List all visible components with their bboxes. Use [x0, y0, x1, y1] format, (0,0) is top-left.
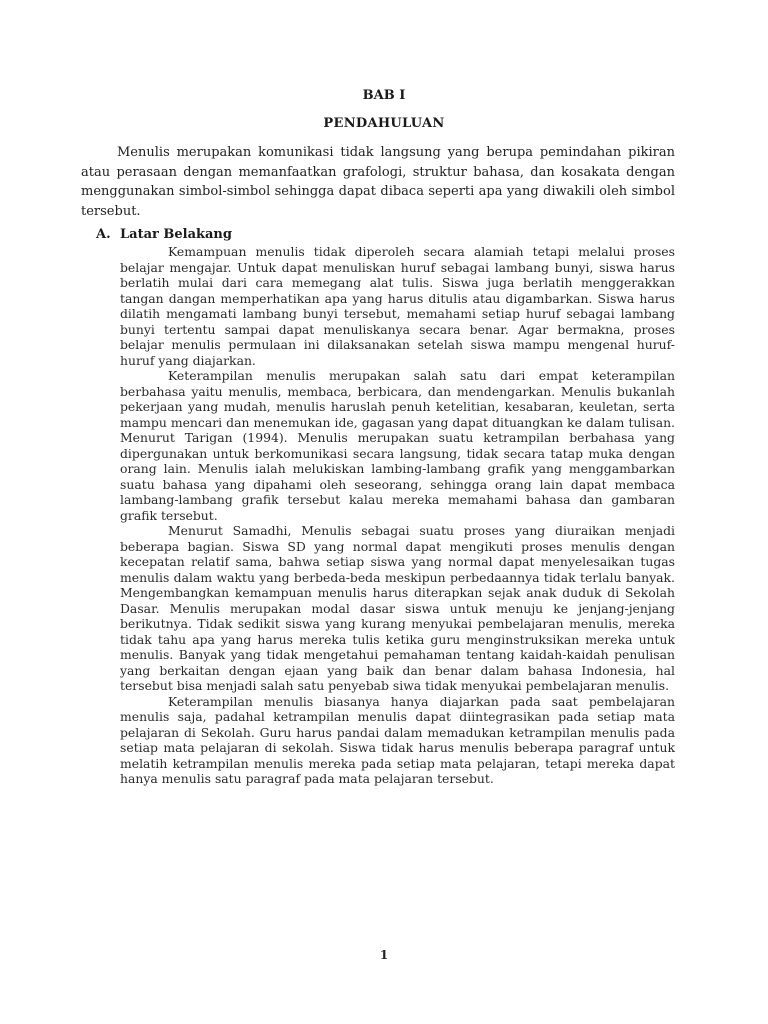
- body-paragraph: Menurut Samadhi, Menulis sebagai suatu proses yang diuraikan menjadi beberapa bagian. Siswa SD yang normal dapat mengikuti proses menulis dengan kecepatan relatif sama, bahwa setiap siswa yang normal dapat menyelesaikan tugas menulis dalam waktu yang berbeda-beda meskipun perbedaannya tidak terlalu banyak. Mengembangkan kemampuan menulis harus diterapkan sejak anak duduk di Sekolah Dasar. Menulis merupakan modal dasar siswa untuk menuju ke jenjang-jenjang berikutnya. Tidak sedikit siswa yang kurang menyukai pembelajaran menulis, mereka tidak tahu apa yang harus mereka tulis ketika guru menginstruksikan mereka untuk menulis. Banyak yang tidak mengetahui pemahaman tentang kaidah-kaidah penulisan yang berkaitan dengan ejaan yang baik dan benar dalam bahasa Indonesia, hal tersebut bisa menjadi salah satu penyebab siwa tidak menyukai pembelajaran menulis.: [120, 523, 675, 693]
- chapter-title: BAB I: [362, 88, 406, 103]
- section-heading: [96, 227, 232, 242]
- section-letter: A.: [96, 227, 111, 242]
- body-paragraph: Keterampilan menulis biasanya hanya diajarkan pada saat pembelajaran menulis saja, padahal ketrampilan menulis dapat diintegrasikan pada setiap mata pelajaran di Sekolah. Guru harus pandai dalam memadukan ketrampilan menulis pada setiap mata pelajaran di sekolah. Siswa tidak harus menulis beberapa paragraf untuk melatih ketrampilan menulis mereka pada setiap mata pelajaran, tetapi mereka dapat hanya menulis satu paragraf pada mata pelajaran tersebut.: [120, 693, 675, 786]
- chapter-subtitle: PENDAHULUAN: [323, 116, 445, 131]
- intro-paragraph: Menulis merupakan komunikasi tidak langsung yang berupa pemindahan pikiran atau perasaan dengan memanfaatkan grafologi, struktur bahasa, dan kosakata dengan menggunakan simbol-simbol sehingga dapat dibaca seperti apa yang diwakili oleh simbol tersebut.: [81, 145, 675, 219]
- section-title: Latar Belakang: [120, 227, 232, 242]
- section-body: [120, 244, 675, 787]
- body-paragraph: Kemampuan menulis tidak diperoleh secara alamiah tetapi melalui proses belajar mengajar. Untuk dapat menuliskan huruf sebagai lambang bunyi, siswa harus berlatih mulai dari cara memegang alat tulis. Siswa juga berlatih menggerakkan tangan dangan memperhatikan apa yang harus ditulis atau digambarkan. Siswa harus dilatih mengamati lambang bunyi tersebut, memahami setiap huruf sebagai lambang bunyi tertentu sampai dapat menuliskanya secara benar. Agar bermakna, proses belajar menulis permulaan ini dilaksanakan setelah siswa mampu mengenal huruf-huruf yang diajarkan.: [120, 244, 675, 368]
- body-paragraph: Keterampilan menulis merupakan salah satu dari empat keterampilan berbahasa yaitu menulis, membaca, berbicara, dan mendengarkan. Menulis bukanlah pekerjaan yang mudah, menulis haruslah penuh ketelitian, kesabaran, keuletan, serta mampu mencari dan menemukan ide, gagasan yang dapat dituangkan ke dalam tulisan. Menurut Tarigan (1994). Menulis merupakan suatu ketrampilan berbahasa yang dipergunakan untuk berkomunikasi secara langsung, tidak secara tatap muka dengan orang lain. Menulis ialah melukiskan lambing-lambang grafik yang menggambarkan suatu bahasa yang dipahami oleh seseorang, sehingga orang lain dapat membaca lambang-lambang grafik tersebut kalau mereka memahami bahasa dan gambaran grafik tersebut.: [120, 368, 675, 523]
- page-number: 1: [379, 948, 389, 962]
